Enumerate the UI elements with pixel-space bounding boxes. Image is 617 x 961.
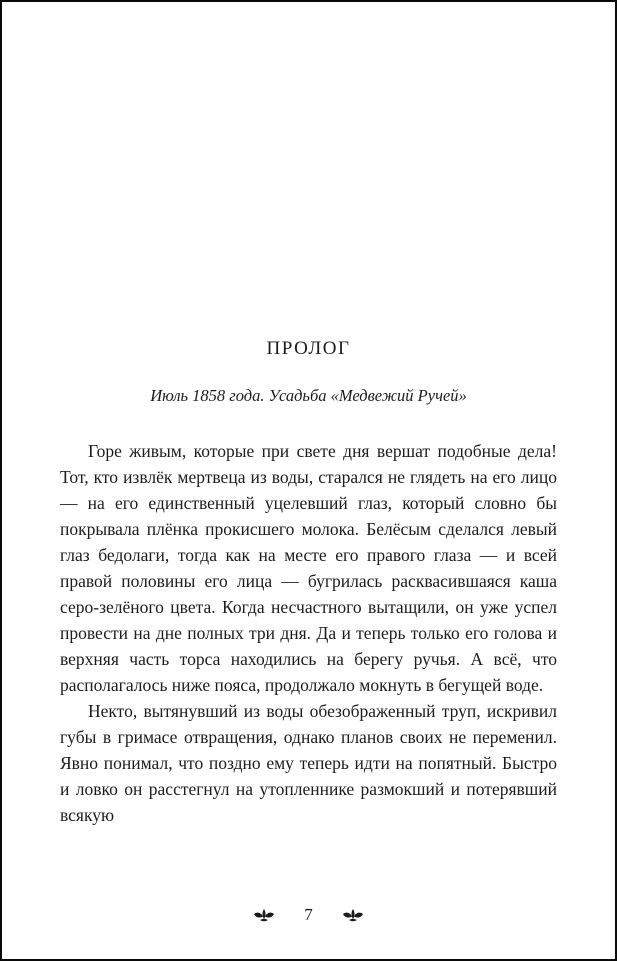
page-content [2,2,615,828]
paragraph: Горе живым, которые при свете дня вершат подобные дела! Тот, кто извлёк мертвеца из воды, старался не глядеть на его лицо — на его единственный уцелевший глаз, который словно бы покрывала плёнка прокисшего молока. Белёсым сделался левый глаз бедолаги, тогда как на месте его правого глаза — и всей правой половины его лица — бугрилась расквасившаяся каша серо-зелёного цвета. Когда несчастного вытащили, он уже успел провести на дне полных три дня. Да и теперь только его голова и верхняя часть торса находились на берегу ручья. А всё, что располагалось ниже пояса, продолжало мокнуть в бегущей воде. [60,441,557,695]
chapter-subtitle: Июль 1858 года. Усадьба «Медвежий Ручей» [150,386,467,405]
paragraph: Некто, вытянувший из воды обезображенный труп, искривил губы в гримасе отвращения, однако планов своих не переменил. Явно понимал, что поздно ему теперь идти на попятный. Быстро и ловко он расстегнул на утопленнике размокший и потерявший всякую [60,701,557,825]
page-number: 7 [304,905,313,924]
fleuron-icon [341,908,365,922]
chapter-title: ПРОЛОГ [266,338,351,359]
fleuron-icon [252,908,276,922]
page-footer [2,905,615,925]
